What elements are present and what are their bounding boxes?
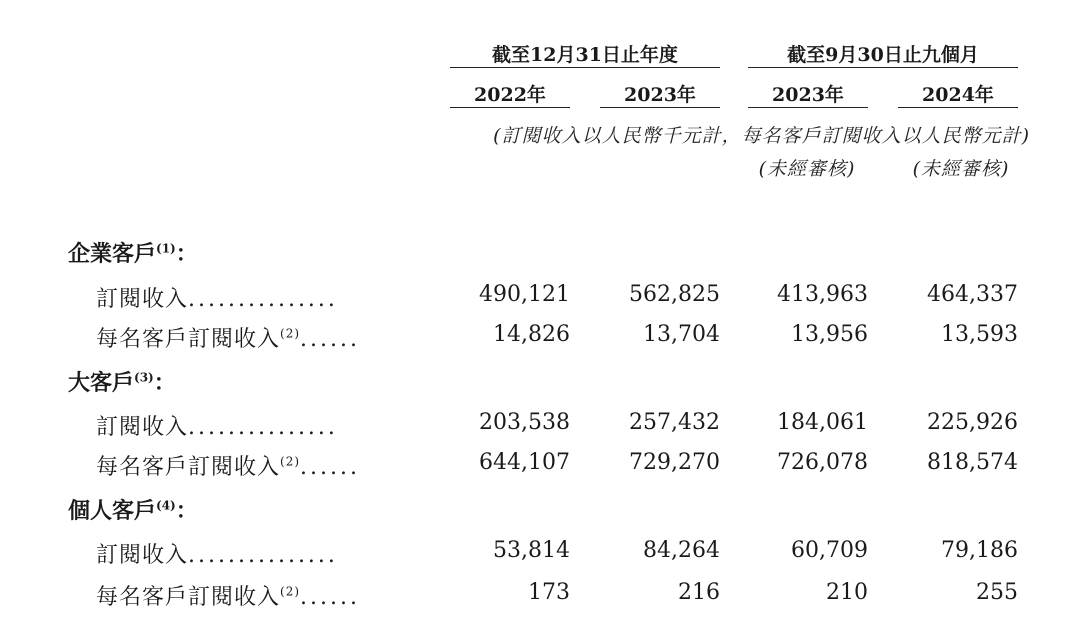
cell-enterprise-revenue-2024-9m: 464,337: [927, 282, 1018, 307]
column-rule-2022: [450, 107, 570, 108]
cell-enterprise-per-customer-2023-9m: 13,956: [791, 322, 868, 347]
cell-enterprise-revenue-2023-9m: 413,963: [777, 282, 868, 307]
column-header-2022: 2022年: [474, 84, 546, 106]
cell-individual-revenue-2023-9m: 60,709: [791, 538, 868, 563]
cell-enterprise-revenue-2023: 562,825: [629, 282, 720, 307]
unaudited-note-2023: (未經審核): [758, 158, 856, 180]
row-label-enterprise-revenue: 訂閱收入...............: [96, 287, 338, 312]
cell-individual-per-customer-2023: 216: [678, 580, 720, 605]
cell-individual-revenue-2024-9m: 79,186: [941, 538, 1018, 563]
unaudited-note-2024: (未經審核): [912, 158, 1010, 180]
cell-individual-per-customer-2023-9m: 210: [826, 580, 868, 605]
column-header-2023-fy: 2023年: [624, 84, 696, 106]
header-fiscal-year-group: 截至12月31日止年度: [492, 44, 678, 66]
row-label-enterprise-per-customer: 每名客戶訂閱收入$^{(2)}$......: [96, 326, 360, 352]
cell-individual-per-customer-2022: 173: [528, 580, 570, 605]
cell-enterprise-revenue-2022: 490,121: [479, 282, 570, 307]
cell-large-per-customer-2022: 644,107: [479, 450, 570, 475]
column-rule-2024-9m: [898, 107, 1018, 108]
cell-large-revenue-2023-9m: 184,061: [777, 410, 868, 435]
cell-enterprise-per-customer-2022: 14,826: [493, 322, 570, 347]
cell-large-revenue-2023: 257,432: [629, 410, 720, 435]
column-header-2023-9m: 2023年: [772, 84, 844, 106]
cell-individual-revenue-2023: 84,264: [643, 538, 720, 563]
section-title-enterprise: 企業客戶$^{(1)}$：: [68, 241, 198, 267]
header-nine-months-group: 截至9月30日止九個月: [787, 44, 979, 66]
section-title-large-customer: 大客戶$^{(3)}$：: [68, 370, 176, 396]
unit-note: (訂閱收入以人民幣千元計，每名客戶訂閱收入以人民幣元計): [493, 125, 1030, 147]
column-header-2024-9m: 2024年: [922, 84, 994, 106]
column-rule-2023-fy: [600, 107, 720, 108]
cell-large-per-customer-2023-9m: 726,078: [777, 450, 868, 475]
cell-large-revenue-2024-9m: 225,926: [927, 410, 1018, 435]
cell-enterprise-per-customer-2024-9m: 13,593: [941, 322, 1018, 347]
cell-large-revenue-2022: 203,538: [479, 410, 570, 435]
row-label-large-per-customer: 每名客戶訂閱收入$^{(2)}$......: [96, 454, 360, 480]
header-rule-nine-months: [748, 67, 1018, 68]
cell-individual-revenue-2022: 53,814: [493, 538, 570, 563]
row-label-individual-per-customer: 每名客戶訂閱收入$^{(2)}$......: [96, 584, 360, 610]
row-label-large-revenue: 訂閱收入...............: [96, 415, 338, 440]
cell-individual-per-customer-2024-9m: 255: [976, 580, 1018, 605]
cell-large-per-customer-2024-9m: 818,574: [927, 450, 1018, 475]
row-label-individual-revenue: 訂閱收入...............: [96, 543, 338, 568]
column-rule-2023-9m: [748, 107, 868, 108]
header-rule-fiscal-year: [450, 67, 720, 68]
cell-enterprise-per-customer-2023: 13,704: [643, 322, 720, 347]
cell-large-per-customer-2023: 729,270: [629, 450, 720, 475]
section-title-individual: 個人客戶$^{(4)}$：: [68, 498, 198, 524]
